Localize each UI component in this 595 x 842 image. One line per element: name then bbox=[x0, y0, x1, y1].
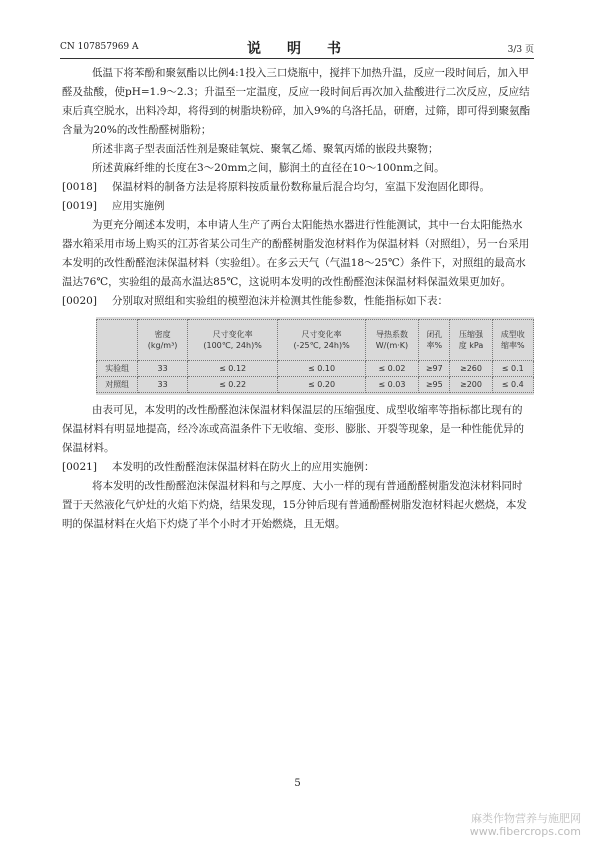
page-indicator: 3/3 页 bbox=[507, 45, 534, 55]
paragraph-fire-test: 将本发明的改性酚醛泡沫保温材料和与之厚度、大小一样的现有普通酚醛树脂发泡沫材料同时置于天然液化气炉灶的火焰下灼烧，结果发现，15分钟后现有普通酚醛树脂发泡材料起火燃烧，本发明的保温材料在火焰下灼烧了半个小时才开始燃烧，且无烟。 bbox=[62, 480, 527, 530]
table-header-cell: 尺寸变化率 (-25℃, 24h)% bbox=[278, 320, 365, 361]
table-cell: 对照组 bbox=[97, 377, 138, 393]
table-cell: ≤ 0.1 bbox=[492, 361, 533, 377]
table-cell: ≤ 0.12 bbox=[187, 361, 278, 377]
paragraph-fiber: 所述黄麻纤维的长度在3～20mm之间，膨润土的直径在10～100nm之间。 bbox=[92, 162, 445, 174]
table-cell: ≥200 bbox=[450, 377, 492, 393]
table-cell: ≤ 0.4 bbox=[492, 377, 533, 393]
paragraph-text: 保温材料的制备方法是将原料按质量份数称量后混合均匀，室温下发泡固化即得。 bbox=[112, 181, 490, 193]
paragraph-text: 本发明的改性酚醛泡沫保温材料在防火上的应用实施例： bbox=[112, 461, 375, 473]
paragraph-tag: [0021] bbox=[62, 461, 97, 473]
paragraph-tag: [0018] bbox=[62, 181, 97, 193]
table-cell: ≤ 0.10 bbox=[278, 361, 365, 377]
page-number: 5 bbox=[294, 778, 301, 789]
paragraph-0021 bbox=[62, 458, 532, 477]
table-cell: ≥95 bbox=[419, 377, 450, 393]
performance-table-wrapper bbox=[96, 317, 534, 395]
page-header bbox=[60, 40, 534, 56]
table-header-cell: 导热系数 W/(m·K) bbox=[365, 320, 418, 361]
document-title: 说 明 书 bbox=[247, 41, 347, 57]
table-row bbox=[97, 361, 534, 377]
watermark-line: 麻类作物营养与施肥网 bbox=[471, 812, 581, 825]
table-cell: 实验组 bbox=[97, 361, 138, 377]
paragraph-text: 分别取对照组和实验组的模塑泡沫并检测其性能参数，性能指标如下表： bbox=[112, 295, 448, 307]
paragraph-0018 bbox=[62, 178, 532, 197]
table-cell: 33 bbox=[138, 377, 187, 393]
table-header-cell: 压缩强 度 kPa bbox=[450, 320, 492, 361]
paragraph-synthesis: 低温下将苯酚和聚氨酯以比例4:1投入三口烧瓶中，搅拌下加热升温，反应一段时间后，加入甲醛及盐酸，使pH=1.9～2.3；升温至一定温度，反应一段时间后再次加入盐酸进行二次反应，反应结束后真空脱水，出料冷却，将得到的树脂块粉碎，加入9%的乌洛托品，研磨，过筛，即可得到聚氨酯含量为20%的改性酚醛树脂粉； bbox=[62, 67, 531, 136]
paragraph-surfactant: 所述非离子型表面活性剂是聚硅氧烷、聚氧乙烯、聚氧丙烯的嵌段共聚物； bbox=[92, 143, 439, 155]
section-heading: 应用实施例 bbox=[112, 200, 165, 212]
watermark bbox=[470, 812, 581, 838]
table-cell: ≤ 0.22 bbox=[187, 377, 278, 393]
paragraph-tag: [0019] bbox=[62, 200, 97, 212]
table-cell: ≥260 bbox=[450, 361, 492, 377]
paragraph-0020 bbox=[62, 292, 532, 311]
performance-table bbox=[96, 319, 534, 393]
paragraph-tag: [0020] bbox=[62, 295, 97, 307]
paragraph-0019 bbox=[62, 197, 532, 216]
table-row bbox=[97, 377, 534, 393]
table-cell: ≤ 0.02 bbox=[365, 361, 418, 377]
paragraph-application: 为更充分阐述本发明，本申请人生产了两台太阳能热水器进行性能测试，其中一台太阳能热水器水箱采用市场上购买的江苏省某公司生产的酚醛树脂发泡材料作为保温材料（对照组），另一台采用本发明的改性酚醛泡沫保温材料（实验组）。在多云天气（气温18～25℃）条件下，对照组的最高水温达76℃，实验组的最高水温达85℃，这说明本发明的改性酚醛泡沫保温材料保温效果更加好。 bbox=[62, 219, 530, 288]
table-header-cell: 成型收 缩率% bbox=[492, 320, 533, 361]
table-header-cell bbox=[97, 320, 138, 361]
header-divider bbox=[60, 58, 534, 59]
table-cell: ≤ 0.20 bbox=[278, 377, 365, 393]
table-header-cell: 密度 (kg/m³) bbox=[138, 320, 187, 361]
table-cell: ≥97 bbox=[419, 361, 450, 377]
table-header-row bbox=[97, 320, 534, 361]
table-cell: 33 bbox=[138, 361, 187, 377]
patent-number: CN 107857969 A bbox=[60, 42, 139, 52]
table-header-cell: 闭孔 率% bbox=[419, 320, 450, 361]
paragraph-conclusion: 由表可见，本发明的改性酚醛泡沫保温材料保温层的压缩强度、成型收缩率等指标都比现有的保温材料有明显地提高，经冷冻或高温条件下无收缩、变形、膨胀、开裂等现象，是一种性能优异的保温材料。 bbox=[62, 404, 524, 454]
table-cell: ≤ 0.03 bbox=[365, 377, 418, 393]
table-header-cell: 尺寸变化率 (100℃, 24h)% bbox=[187, 320, 278, 361]
watermark-line: www.fibercrops.com bbox=[469, 825, 581, 838]
document-body bbox=[62, 64, 532, 534]
